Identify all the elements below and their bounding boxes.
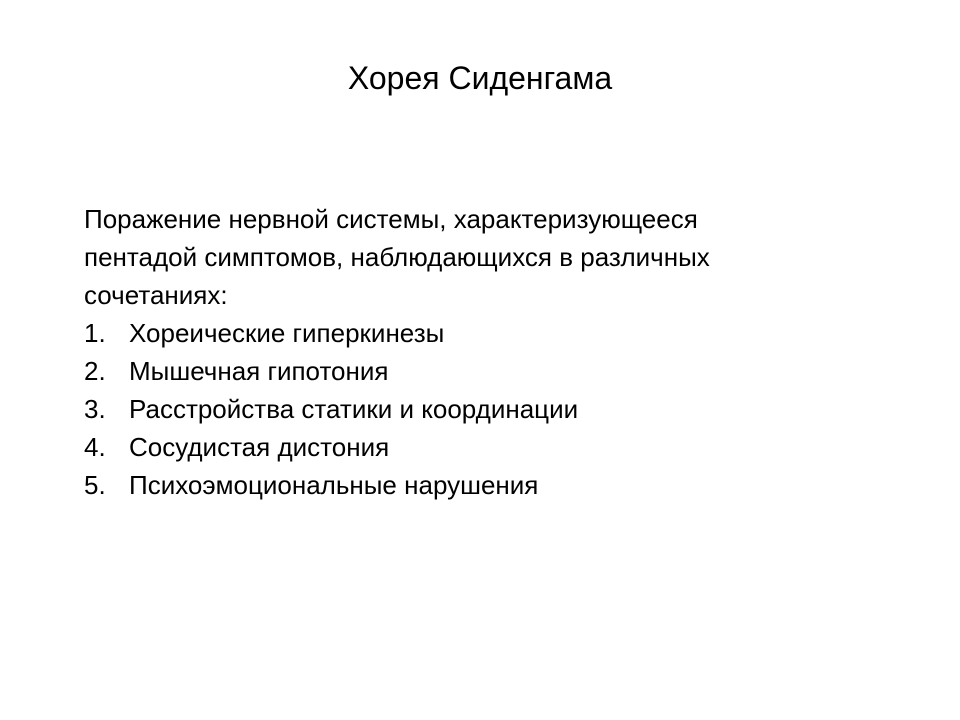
item-text: Сосудистая дистония <box>129 432 390 462</box>
intro-line: сочетаниях: <box>84 280 228 310</box>
item-number: 3. <box>84 394 106 424</box>
slide-title: Хорея Сиденгама <box>347 60 613 96</box>
symptom-item <box>84 428 884 466</box>
item-number: 5. <box>84 470 106 500</box>
intro-text <box>84 200 884 314</box>
item-number: 4. <box>84 432 106 462</box>
symptom-item <box>84 352 884 390</box>
item-text: Хореические гиперкинезы <box>129 318 445 348</box>
item-text: Мышечная гипотония <box>129 356 389 386</box>
symptom-list <box>84 314 884 504</box>
slide-body <box>84 200 884 504</box>
item-number: 2. <box>84 356 106 386</box>
item-text: Расстройства статики и координации <box>129 394 579 424</box>
item-number: 1. <box>84 318 106 348</box>
symptom-item <box>84 314 884 352</box>
intro-line: пентадой симптомов, наблюдающихся в различных <box>84 242 710 272</box>
item-text: Психоэмоциональные нарушения <box>129 470 539 500</box>
intro-line: Поражение нервной системы, характеризующееся <box>84 204 698 234</box>
symptom-item <box>84 466 884 504</box>
symptom-item <box>84 390 884 428</box>
